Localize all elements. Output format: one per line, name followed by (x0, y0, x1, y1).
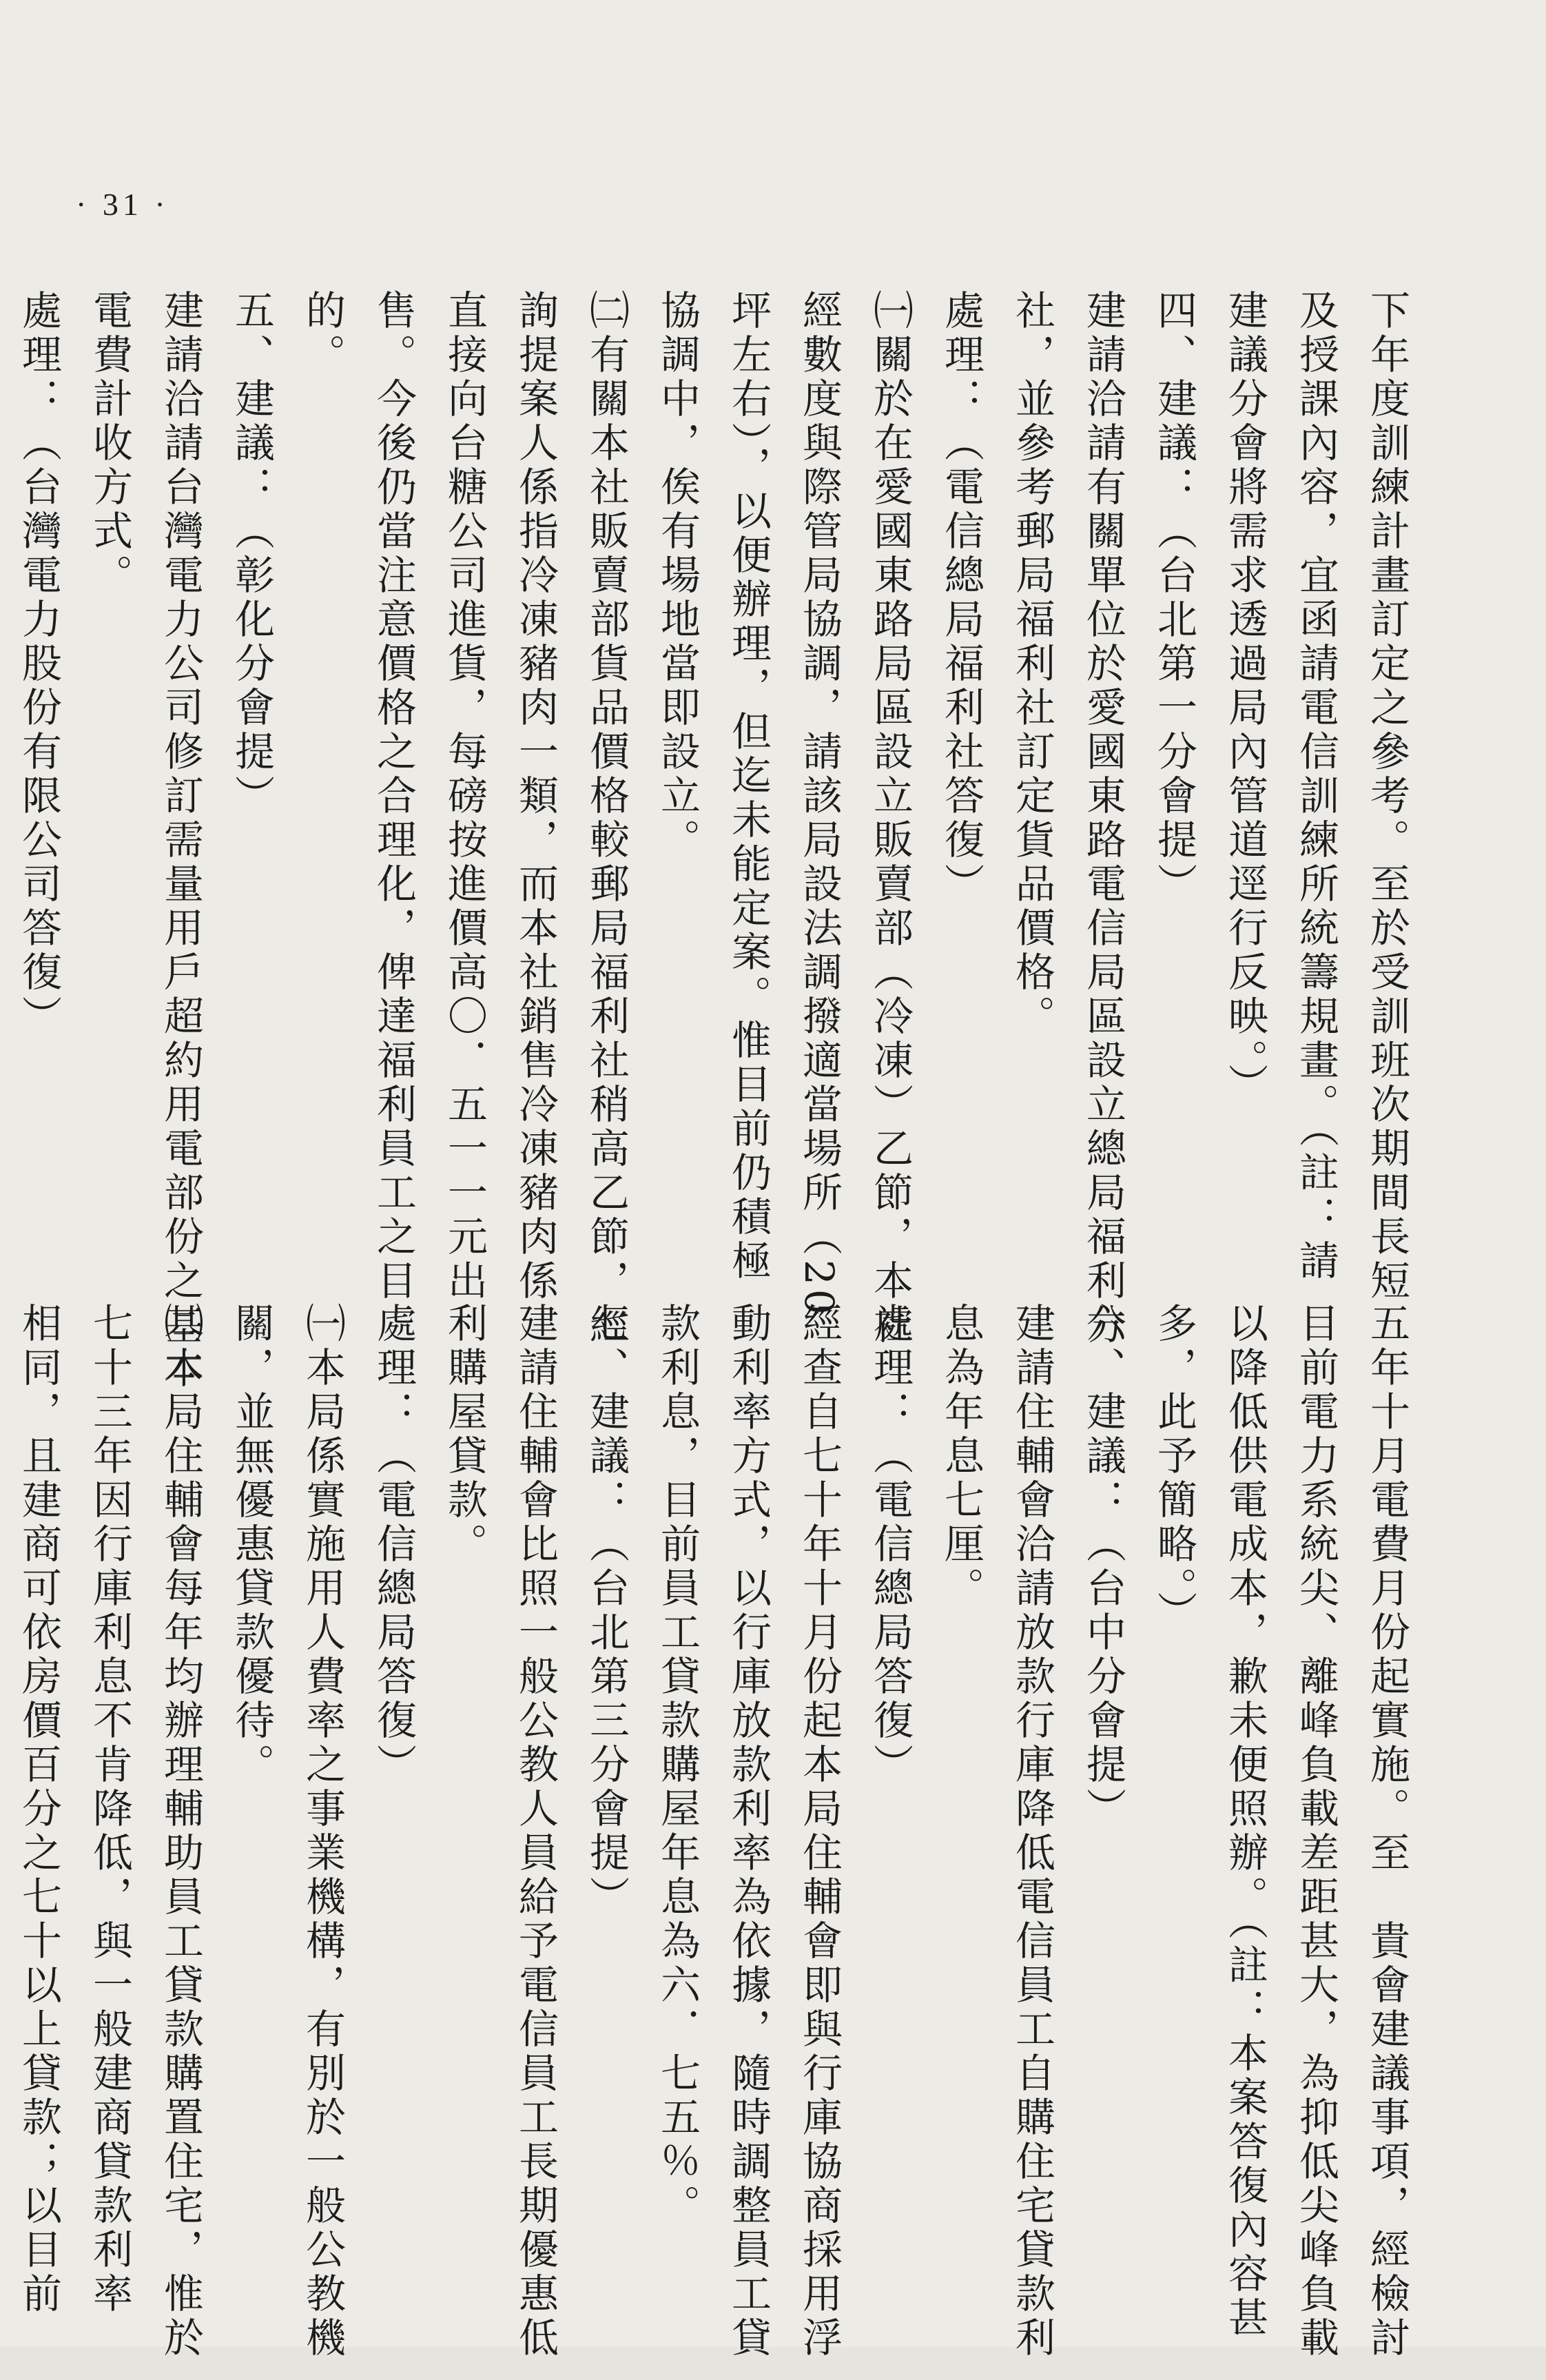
text-line (0, 289, 3, 1240)
text-block-top (15, 289, 1422, 1392)
text-line: 社，並參考郵局福利社訂定貨品價格。 (1009, 289, 1055, 1039)
text-line: 處理：（台灣電力股份有限公司答復） (15, 289, 62, 1039)
text-line: 處理：（電信總局福利社答復） (938, 289, 985, 907)
text-block-bottom (15, 1302, 1422, 2361)
text-line: 處理：（電信總局答復） (867, 1302, 914, 1787)
text-line: 利購屋貸款。 (441, 1302, 488, 1567)
text-line: 經查自七十年十月份起本局住輔會即與行庫協商採用浮 (796, 1302, 843, 2361)
text-line: 多，此予簡略。） (1151, 1302, 1197, 1635)
text-line: 電費計收方式。 (86, 289, 133, 598)
text-line: 動利率方式，以行庫放款利率為依據，隨時調整員工貸 (725, 1302, 772, 2361)
text-line: 五、建議：（彰化分會提） (228, 289, 275, 819)
text-line: 建請洽請有關單位於愛國東路電信局區設立總局福利分 (1080, 289, 1126, 1348)
text-line: 四、建議：（台北第一分會提） (1151, 289, 1197, 907)
text-line (0, 1302, 3, 2253)
text-line: 款利息，目前員工貸款購屋年息為六．七五％。 (654, 1302, 701, 2228)
text-line: ㈠本局係實施用人費率之事業機構，有別於一般公教機 (299, 1302, 346, 2361)
text-line: 建議分會將需求透過局內管道逕行反映。） (1222, 289, 1268, 1107)
text-line: 七、建議：（台北第三分會提） (583, 1302, 630, 1920)
text-line: 及授課內容，宜函請電信訓練所統籌規畫。（註：請 (1292, 289, 1339, 1284)
text-line: 七十三年因行庫利息不肯降低，與一般建商貸款利率 (86, 1302, 133, 2317)
text-line: 處理：（電信總局答復） (370, 1302, 417, 1787)
text-line: 五年十月電費月份起實施。至 貴會建議事項，經檢討 (1363, 1302, 1410, 2361)
text-line: 直接向台糖公司進貨，每磅按進價高〇．五一一元出 (441, 289, 488, 1304)
text-line: 協調中，俟有場地當即設立。 (654, 289, 701, 863)
text-line: ㈡有關本社販賣部貨品價格較郵局福利社稍高乙節，經 (583, 289, 630, 1348)
page-number: · 31 · (76, 187, 169, 222)
text-line: 目前電力系統尖、離峰負載差距甚大，為抑低尖峰負載 (1292, 1302, 1339, 2361)
text-line: 的。 (299, 289, 346, 378)
text-line: 以降低供電成本，歉未便照辦。（註：本案答復內容甚 (1222, 1302, 1268, 2341)
text-line: 關，並無優惠貸款優待。 (228, 1302, 275, 1787)
text-line: 息為年息七厘。 (938, 1302, 985, 1611)
text-line: 下年度訓練計畫訂定之參考。至於受訓班次期間長短 (1363, 289, 1410, 1304)
text-line: 建請住輔會比照一般公教人員給予電信員工長期優惠低 (512, 1302, 559, 2361)
text-line: 坪左右），以便辦理，但迄未能定案。惟目前仍積極 (725, 289, 772, 1284)
text-line: ㈠關於在愛國東路局區設立販賣部（冷凍）乙節，本社 (867, 289, 914, 1348)
text-line: ㈡本局住輔會每年均辦理輔助員工貸款購置住宅，惟於 (157, 1302, 204, 2361)
text-line: 建請洽請台灣電力公司修訂需量用戶超約用電部份之基本 (157, 289, 204, 1392)
text-line: 建請住輔會洽請放款行庫降低電信員工自購住宅貸款利 (1009, 1302, 1055, 2361)
text-line: 相同，且建商可依房價百分之七十以上貸款；以目前 (15, 1302, 62, 2317)
text-line: 六、建議：（台中分會提） (1080, 1302, 1126, 1832)
text-line: 詢提案人係指冷凍豬肉一類，而本社銷售冷凍豬肉係 (512, 289, 559, 1304)
text-line: 售。今後仍當注意價格之合理化，俾達福利員工之目 (370, 289, 417, 1304)
text-line: 經數度與際管局協調，請該局設法調撥適當場所（20 (796, 289, 843, 1319)
